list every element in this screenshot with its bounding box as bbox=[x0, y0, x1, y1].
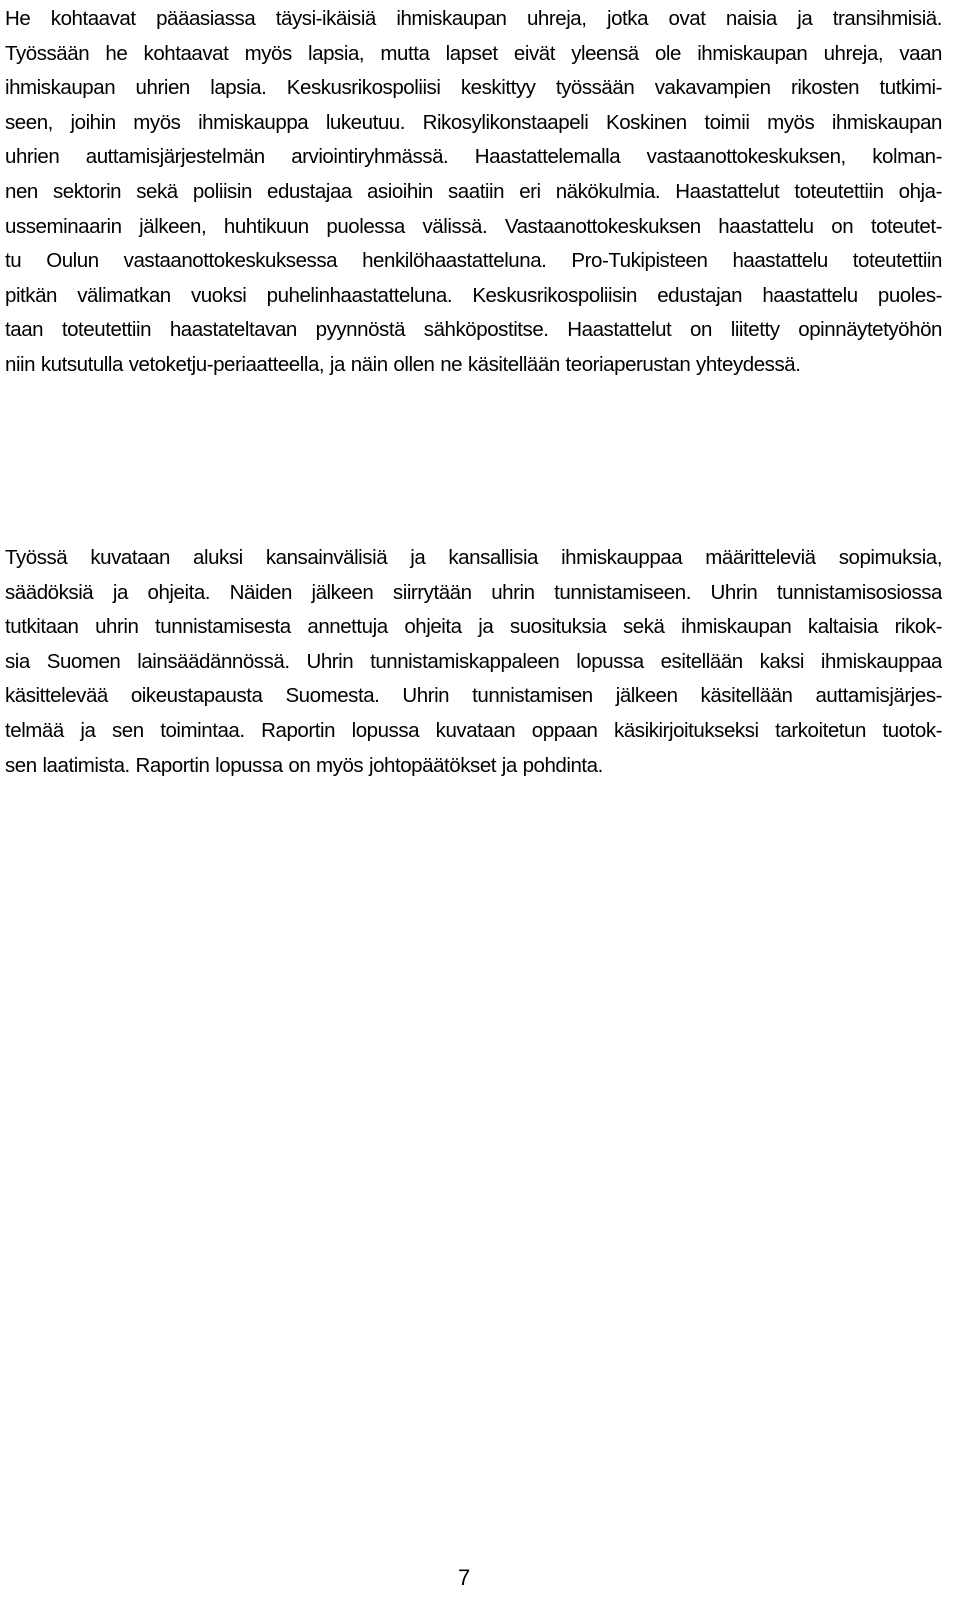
paragraph-line: sia Suomen lainsäädännössä. Uhrin tunnistamiskappaleen lopussa esitellään kaksi ihmiskauppaa bbox=[5, 649, 942, 673]
paragraph-line: Työssä kuvataan aluksi kansainvälisiä ja kansallisia ihmiskauppaa määritteleviä sopimuksia, bbox=[5, 546, 942, 569]
paragraph-line: säädöksiä ja ohjeita. Näiden jälkeen siirrytään uhrin tunnistamiseen. Uhrin tunnistamisosiossa bbox=[5, 580, 942, 604]
paragraph-line: He kohtaavat pääasiassa täysi-ikäisiä ihmiskaupan uhreja, jotka ovat naisia ja transihmisiä. bbox=[5, 7, 942, 30]
paragraph-line: pitkän välimatkan vuoksi puhelinhaastatteluna. Keskusrikospoliisin edustajan haastattelu puoles- bbox=[5, 283, 942, 307]
paragraph-line: seen, joihin myös ihmiskauppa lukeutuu. Rikosylikonstaapeli Koskinen toimii myös ihmiskaupan bbox=[5, 110, 942, 134]
paragraph-line: usseminaarin jälkeen, huhtikuun puolessa välissä. Vastaanottokeskuksen haastattelu on toteutet- bbox=[5, 214, 942, 238]
paragraph-line: tutkitaan uhrin tunnistamisesta annettuja ohjeita ja suosituksia sekä ihmiskaupan kaltaisia rikok- bbox=[5, 615, 942, 639]
paragraph-last-line: sen laatimista. Raportin lopussa on myös johtopäätökset ja pohdinta. bbox=[5, 753, 603, 777]
paragraph-line: käsittelevää oikeustapausta Suomesta. Uhrin tunnistamisen jälkeen käsitellään auttamisjärjes- bbox=[5, 684, 942, 708]
page-number: 7 bbox=[458, 1565, 471, 1590]
body-paragraph-1 bbox=[5, 2, 942, 383]
paragraph-line: tu Oulun vastaanottokeskuksessa henkilöhaastatteluna. Pro-Tukipisteen haastattelu toteutettiin bbox=[5, 249, 942, 273]
paragraph-line: Työssään he kohtaavat myös lapsia, mutta lapset eivät yleensä ole ihmiskaupan uhreja, vaan bbox=[5, 41, 942, 65]
paragraph-line: telmää ja sen toimintaa. Raportin lopussa kuvataan oppaan käsikirjoitukseksi tarkoitetun tuotok- bbox=[5, 718, 942, 742]
paragraph-line: ihmiskaupan uhrien lapsia. Keskusrikospoliisi keskittyy työssään vakavampien rikosten tutkimi- bbox=[5, 76, 942, 100]
body-paragraph-2 bbox=[5, 541, 942, 783]
paragraph-last-line: niin kutsutulla vetoketju-periaatteella, ja näin ollen ne käsitellään teoriaperustan yhteydessä. bbox=[5, 352, 801, 376]
paragraph-line: taan toteutettiin haastateltavan pyynnöstä sähköpostitse. Haastattelut on liitetty opinnäytetyöhön bbox=[5, 318, 942, 342]
paragraph-line: uhrien auttamisjärjestelmän arviointiryhmässä. Haastattelemalla vastaanottokeskuksen, kolman- bbox=[5, 145, 942, 169]
paragraph-line: nen sektorin sekä poliisin edustajaa asioihin saatiin eri näkökulmia. Haastattelut toteutettiin ohja- bbox=[5, 179, 942, 203]
